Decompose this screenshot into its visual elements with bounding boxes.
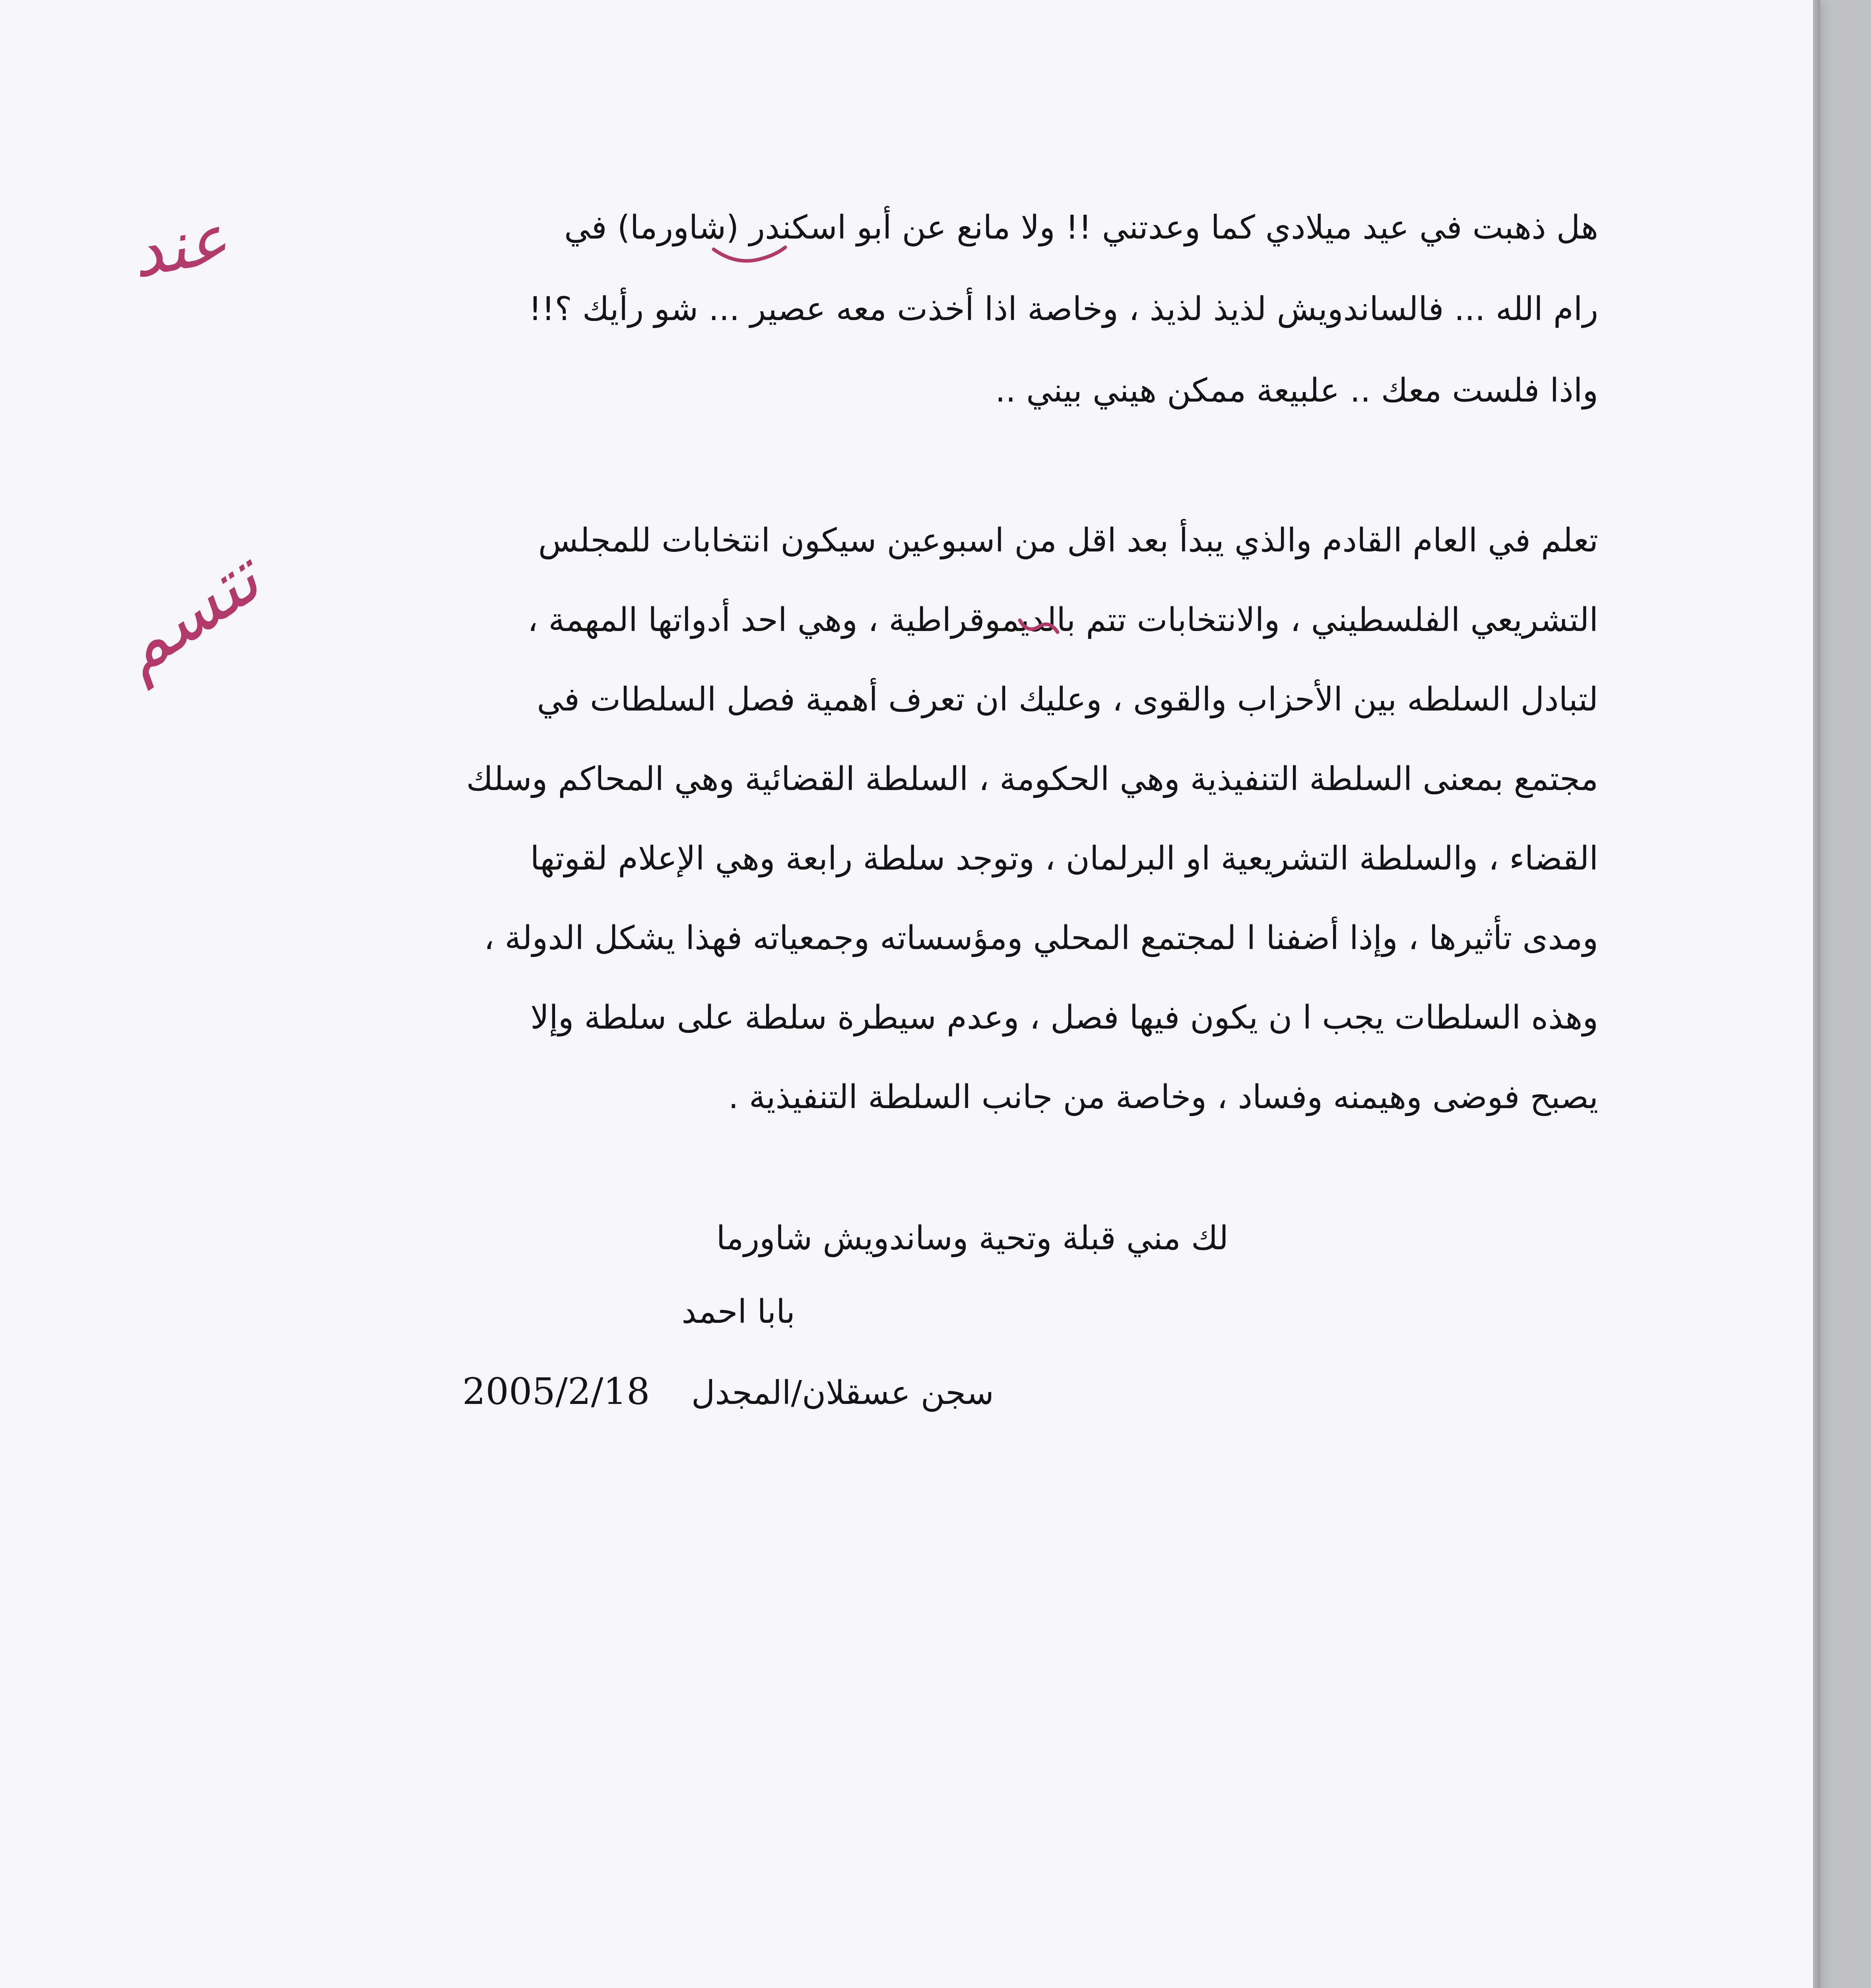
page-edge-shadow xyxy=(1813,0,1820,1988)
margin-note: عند xyxy=(125,199,234,293)
paragraph-2-line: مجتمع بمعنى السلطة التنفيذية وهي الحكومة ، السلطة القضائية وهي المحاكم وسلك xyxy=(466,760,1598,798)
paragraph-2 xyxy=(326,501,1598,1137)
correction-underline-1 xyxy=(712,243,787,267)
date: 2005/2/18 xyxy=(462,1370,650,1413)
paragraph-2-line: ومدى تأثيرها ، وإذا أضفنا ا لمجتمع المحلي ومؤسساته وجمعياته فهذا يشكل الدولة ، xyxy=(484,919,1598,957)
closing-line: لك مني قبلة وتحية وساندويش شاورما xyxy=(716,1219,1229,1257)
correction-underline-2 xyxy=(1018,612,1062,640)
paragraph-1-line: واذا فلست معك .. علبيعة ممكن هيني بيني .. xyxy=(995,372,1598,410)
paragraph-1-line: هل ذهبت في عيد ميلادي كما وعدتني !! ولا مانع عن أبو اسكندر (شاورما) في xyxy=(564,209,1598,247)
place: سجن عسقلان/المجدل xyxy=(691,1374,994,1412)
paragraph-2-line: لتبادل السلطه بين الأحزاب والقوى ، وعليك ان تعرف أهمية فصل السلطات في xyxy=(537,681,1598,718)
paragraph-2-line: التشريعي الفلسطيني ، والانتخابات تتم بالديموقراطية ، وهي احد أدواتها المهمة ، xyxy=(527,601,1598,639)
paragraph-2-line: تعلم في العام القادم والذي يبدأ بعد اقل من اسبوعين سيكون انتخابات للمجلس xyxy=(538,522,1598,559)
paragraph-2-line: يصبح فوضى وهيمنه وفساد ، وخاصة من جانب السلطة التنفيذية . xyxy=(728,1078,1598,1116)
paragraph-2-line: القضاء ، والسلطة التشريعية او البرلمان ، وتوجد سلطة رابعة وهي الإعلام لقوتها xyxy=(530,840,1598,878)
paragraph-1-line: رام الله ... فالساندويش لذيذ لذيذ ، وخاصة اذا أخذت معه عصير ... شو رأيك ؟!! xyxy=(528,290,1598,328)
paragraph-1 xyxy=(326,187,1598,431)
paragraph-2-line: وهذه السلطات يجب ا ن يكون فيها فصل ، وعدم سيطرة سلطة على سلطة وإلا xyxy=(530,999,1598,1037)
signature: بابا احمد xyxy=(681,1293,795,1331)
place-and-date xyxy=(199,1354,994,1429)
margin-note: تتسم xyxy=(101,537,275,691)
